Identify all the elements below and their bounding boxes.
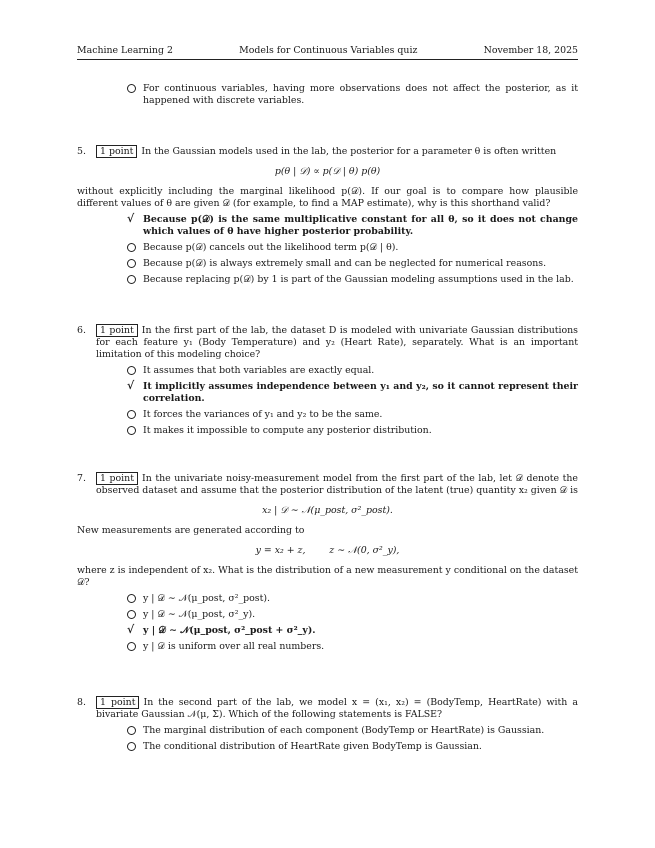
question-middle: New measurements are generated according to xyxy=(77,525,305,536)
radio-circle-icon[interactable] xyxy=(127,426,136,435)
answer-option[interactable] xyxy=(127,725,578,737)
option-text: Because p(𝒟) cancels out the likelihood term p(𝒟 | θ). xyxy=(143,242,399,253)
radio-circle-icon[interactable] xyxy=(127,410,136,419)
option-text: Because p(𝒟) is the same multiplicative constant for all θ, so it does not change which values of θ have higher posterior probability. xyxy=(143,214,578,237)
question-prompt xyxy=(96,697,578,721)
question-text: In the univariate noisy-measurement model from the first part of the lab, let 𝒟 denote the observed dataset and assume that the posterior distribution of the latent (true) quantity x₂ given 𝒟 is xyxy=(96,473,578,496)
answer-option[interactable] xyxy=(127,641,578,653)
answer-option-correct[interactable] xyxy=(127,381,578,405)
display-equation: x₂ | 𝒟 ∼ 𝒩(μ_post, σ²_post). xyxy=(262,505,393,516)
quiz-title: Models for Continuous Variables quiz xyxy=(239,45,418,56)
display-equation: p(θ | 𝒟) ∝ p(𝒟 | θ) p(θ) xyxy=(274,166,381,177)
question-number: 6. xyxy=(77,325,86,336)
course-name: Machine Learning 2 xyxy=(77,45,173,56)
header-rule xyxy=(77,59,578,60)
radio-circle-icon[interactable] xyxy=(127,742,136,751)
points-badge: 1 point xyxy=(96,324,138,337)
option-text: Because replacing p(𝒟) by 1 is part of the Gaussian modeling assumptions used in the lab. xyxy=(143,274,574,285)
points-badge: 1 point xyxy=(96,472,138,485)
checkmark-icon: √ xyxy=(127,623,135,636)
answer-option[interactable] xyxy=(127,274,578,286)
answer-option-correct[interactable] xyxy=(127,625,578,637)
radio-circle-icon[interactable] xyxy=(127,726,136,735)
answer-option[interactable] xyxy=(127,258,578,270)
question-number: 8. xyxy=(77,697,86,708)
radio-circle-icon[interactable] xyxy=(127,610,136,619)
question-prompt xyxy=(96,146,578,158)
question-followup: without explicitly including the marginal likelihood p(𝒟). If our goal is to compare how plausible different values of θ are given 𝒟 (for example, to find a MAP estimate), why is this shorthand valid? xyxy=(77,186,578,209)
question-followup: where z is independent of x₂. What is the distribution of a new measurement y conditional on the dataset 𝒟? xyxy=(77,565,578,588)
answer-option[interactable] xyxy=(127,409,578,421)
option-text: It assumes that both variables are exactly equal. xyxy=(143,365,375,376)
option-text: y | 𝒟 ∼ 𝒩(μ_post, σ²_post + σ²_y). xyxy=(143,625,316,636)
radio-circle-icon[interactable] xyxy=(127,594,136,603)
question-6 xyxy=(77,325,578,437)
answer-option[interactable] xyxy=(127,365,578,377)
answer-option[interactable] xyxy=(127,609,578,621)
display-equation: y = x₂ + z, z ∼ 𝒩(0, σ²_y), xyxy=(255,545,400,556)
question-number: 7. xyxy=(77,473,86,484)
question-prompt xyxy=(96,325,578,361)
radio-circle-icon[interactable] xyxy=(127,84,136,93)
question-number: 5. xyxy=(77,146,86,157)
answer-option[interactable] xyxy=(127,741,578,753)
option-text: The marginal distribution of each component (BodyTemp or HeartRate) is Gaussian. xyxy=(143,725,545,736)
radio-circle-icon[interactable] xyxy=(127,243,136,252)
answer-option[interactable] xyxy=(127,242,578,254)
page-header xyxy=(77,45,578,57)
option-text: y | 𝒟 is uniform over all real numbers. xyxy=(143,641,325,652)
question-8 xyxy=(77,697,578,753)
option-text: y | 𝒟 ∼ 𝒩(μ_post, σ²_post). xyxy=(143,593,271,604)
radio-circle-icon[interactable] xyxy=(127,642,136,651)
points-badge: 1 point xyxy=(96,145,137,158)
points-badge: 1 point xyxy=(96,696,139,709)
answer-option[interactable] xyxy=(127,425,578,437)
radio-circle-icon[interactable] xyxy=(127,275,136,284)
radio-circle-icon[interactable] xyxy=(127,366,136,375)
option-text: y | 𝒟 ∼ 𝒩(μ_post, σ²_y). xyxy=(143,609,256,620)
question-5 xyxy=(77,146,578,286)
question-text: In the first part of the lab, the dataset D is modeled with univariate Gaussian distributions for each feature y₁ (Body Temperature) and y₂ (Heart Rate), separately. What is an important limitation of this modeling choice? xyxy=(96,325,578,360)
radio-circle-icon[interactable] xyxy=(127,259,136,268)
question-7 xyxy=(77,473,578,653)
option-text: It forces the variances of y₁ and y₂ to be the same. xyxy=(143,409,383,420)
answer-option-correct[interactable] xyxy=(127,214,578,238)
checkmark-icon: √ xyxy=(127,212,135,225)
question-text: In the Gaussian models used in the lab, the posterior for a parameter θ is often written xyxy=(141,146,557,157)
question-prompt xyxy=(96,473,578,497)
checkmark-icon: √ xyxy=(127,379,135,392)
question-text: In the second part of the lab, we model x = (x₁, x₂) = (BodyTemp, HeartRate) with a bivariate Gaussian 𝒩(μ, Σ). Which of the following statements is FALSE? xyxy=(96,697,578,720)
quiz-date: November 18, 2025 xyxy=(483,45,578,56)
option-text: It implicitly assumes independence between y₁ and y₂, so it cannot represent their correlation. xyxy=(143,381,578,404)
carry-over-block xyxy=(77,79,578,107)
answer-option[interactable] xyxy=(127,83,578,107)
option-text: For continuous variables, having more observations does not affect the posterior, as it happened with discrete variables. xyxy=(143,83,578,106)
option-text: Because p(𝒟) is always extremely small and can be neglected for numerical reasons. xyxy=(143,258,547,269)
option-text: It makes it impossible to compute any posterior distribution. xyxy=(143,425,432,436)
answer-option[interactable] xyxy=(127,593,578,605)
option-text: The conditional distribution of HeartRate given BodyTemp is Gaussian. xyxy=(143,741,482,752)
